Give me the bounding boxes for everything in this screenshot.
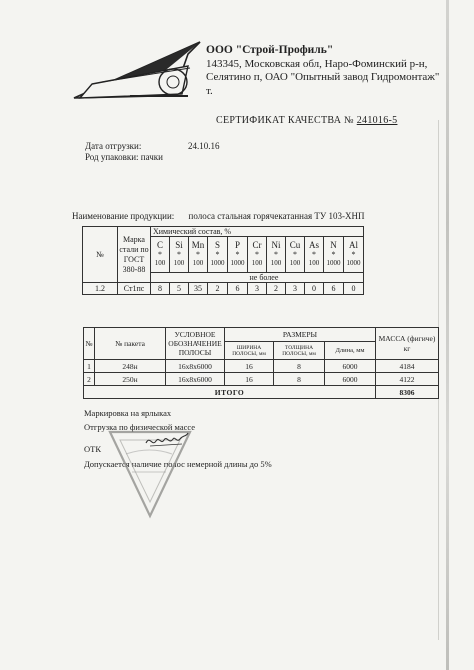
dim-row-no: 1 — [84, 360, 95, 373]
product-line — [72, 211, 365, 221]
dim-row-len: 6000 — [325, 373, 376, 386]
dim-row-thick: 8 — [274, 360, 325, 373]
chem-not-more: не более — [248, 273, 364, 283]
chem-value-ni: 2 — [267, 283, 286, 295]
dim-cond-header: УСЛОВНОЕ ОБОЗНАЧЕНИЕ ПОЛОСЫ — [166, 328, 225, 360]
product-label: Наименование продукции: — [72, 211, 175, 221]
chem-value-c: 8 — [151, 283, 170, 295]
chem-element-symbol: S — [214, 240, 220, 250]
chem-element-multiplier: 100 — [289, 259, 301, 267]
chem-element-symbol: Cr — [252, 240, 262, 250]
company-header — [206, 44, 446, 98]
footer-marking: Маркировка на ярлыках — [84, 408, 172, 418]
dim-row-thick: 8 — [274, 373, 325, 386]
chem-element-star: * — [235, 250, 240, 259]
chem-element-cu — [286, 237, 305, 273]
chem-value-n: 6 — [324, 283, 344, 295]
dim-row-pack: 248н — [95, 360, 166, 373]
dim-thick-header: ТОЛЩИНА ПОЛОСЫ, мм — [274, 342, 325, 360]
footer-otk: ОТК — [84, 444, 101, 454]
chem-value-s: 2 — [208, 283, 228, 295]
company-address-line-3: т. — [206, 84, 213, 97]
dim-row-cond: 16х8х6000 — [166, 360, 225, 373]
chem-element-symbol: Ni — [271, 240, 281, 250]
chem-element-multiplier: 100 — [251, 259, 263, 267]
packing-type: Род упаковки: пачки — [85, 152, 163, 162]
scan-artifact-line — [446, 0, 449, 670]
dim-row-cond: 16х8х6000 — [166, 373, 225, 386]
dim-mass-header: МАССА (фигиче) кг — [376, 328, 439, 360]
chem-element-symbol: P — [234, 240, 240, 250]
shipping-date-label: Дата отгрузки: — [85, 141, 142, 151]
chem-element-star: * — [158, 250, 162, 259]
chem-element-multiplier: 1000 — [326, 259, 341, 267]
chem-element-multiplier: 100 — [192, 259, 204, 267]
chem-element-star: * — [312, 250, 316, 259]
chem-element-symbol: As — [308, 240, 319, 250]
chem-element-star: * — [177, 250, 181, 259]
dim-row-pack: 250н — [95, 373, 166, 386]
chem-element-star: * — [293, 250, 297, 259]
total-value: 8306 — [376, 386, 439, 399]
chem-element-star: * — [351, 250, 356, 259]
chemical-composition-table — [82, 226, 364, 295]
chem-element-star: * — [255, 250, 259, 259]
dim-row-mass: 4184 — [376, 360, 439, 373]
chem-element-star: * — [274, 250, 278, 259]
footer-tolerance: Допускается наличие полос немерной длины до 5% — [84, 459, 272, 469]
total-row — [84, 386, 439, 399]
chem-element-multiplier: 100 — [270, 259, 282, 267]
chem-element-multiplier: 1000 — [346, 259, 361, 267]
company-name: ООО "Строй-Профиль" — [206, 44, 334, 56]
dim-sizes-header: РАЗМЕРЫ — [225, 328, 376, 342]
chem-values-row — [83, 283, 364, 295]
chem-element-c — [151, 237, 170, 273]
chem-element-symbol: Mn — [191, 240, 205, 250]
chem-value-cu: 3 — [286, 283, 305, 295]
chem-row-grade: Ст1пс — [118, 283, 151, 295]
company-address-line-1: 143345, Московская обл, Наро-Фоминский р-н, — [206, 57, 428, 70]
chem-element-symbol: Si — [175, 240, 183, 250]
dim-width-header: ШИРИНА ПОЛОСЫ, мм — [225, 342, 274, 360]
chem-element-s — [208, 237, 228, 273]
chem-element-multiplier: 1000 — [210, 259, 225, 267]
chem-element-ni — [267, 237, 286, 273]
chem-element-al — [344, 237, 364, 273]
dim-row-mass: 4122 — [376, 373, 439, 386]
chem-element-multiplier: 100 — [154, 259, 166, 267]
chem-value-p: 6 — [228, 283, 248, 295]
chem-element-n — [324, 237, 344, 273]
certificate-number: 241016-5 — [356, 115, 398, 126]
chem-element-star: * — [215, 250, 220, 259]
total-label: ИТОГО — [84, 386, 376, 399]
dim-row-len: 6000 — [325, 360, 376, 373]
chem-element-p — [228, 237, 248, 273]
shipping-date-value: 24.10.16 — [188, 141, 220, 151]
company-logo — [70, 38, 210, 104]
chem-element-multiplier: 100 — [308, 259, 320, 267]
chem-no-header: № — [83, 227, 118, 283]
certificate-label: СЕРТИФИКАТ КАЧЕСТВА № — [216, 115, 354, 126]
signature — [144, 431, 190, 449]
chem-element-mn — [189, 237, 208, 273]
dim-len-header: Длина, мм — [325, 342, 376, 360]
chem-value-si: 5 — [170, 283, 189, 295]
table-row — [84, 360, 439, 373]
footer-shipment: Отгрузка по физической массе — [84, 422, 196, 432]
company-address-line-2: Селятино п, ОАО "Опытный завод Гидромонтаж" — [206, 71, 440, 83]
product-value: полоса стальная горячекатанная ТУ 103-ХНП — [188, 211, 365, 221]
dim-row-no: 2 — [84, 373, 95, 386]
chem-element-multiplier: 1000 — [230, 259, 245, 267]
chem-element-symbol: C — [156, 240, 163, 250]
dimensions-table — [83, 327, 439, 399]
dim-row-width: 16 — [225, 360, 274, 373]
chem-element-symbol: Cu — [289, 240, 301, 250]
chem-element-star: * — [196, 250, 200, 259]
dim-no-header: № — [84, 328, 95, 360]
chem-element-symbol: Al — [349, 240, 358, 250]
chem-element-multiplier: 100 — [173, 259, 185, 267]
certificate-title — [216, 115, 397, 126]
chem-value-mn: 35 — [189, 283, 208, 295]
table-row — [84, 373, 439, 386]
chem-value-as: 0 — [305, 283, 324, 295]
chem-composition-header: Химический состав, % — [151, 227, 364, 237]
chem-row-no: 1.2 — [83, 283, 118, 295]
dim-row-width: 16 — [225, 373, 274, 386]
dim-pack-header: № пакета — [95, 328, 166, 360]
chem-element-si — [170, 237, 189, 273]
chem-element-symbol: N — [330, 240, 337, 250]
chem-value-al: 0 — [344, 283, 364, 295]
shipping-info — [85, 141, 220, 163]
chem-value-cr: 3 — [248, 283, 267, 295]
chem-grade-header: Марка стали по ГОСТ 380-88 — [118, 227, 151, 283]
chem-blank-cell — [151, 273, 248, 283]
chem-element-cr — [248, 237, 267, 273]
chem-element-as — [305, 237, 324, 273]
chem-element-star: * — [331, 250, 336, 259]
